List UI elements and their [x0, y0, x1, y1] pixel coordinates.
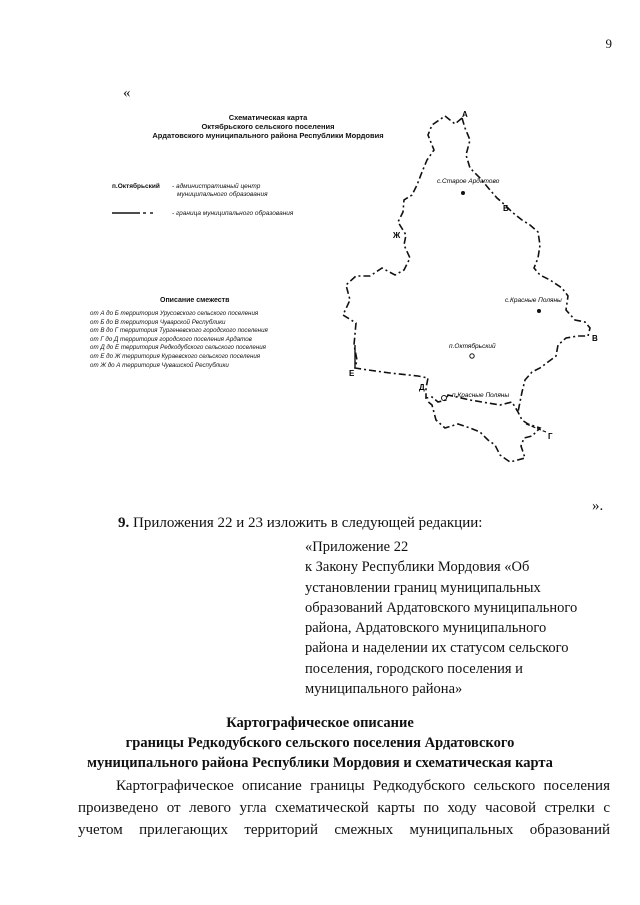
appendix-line: установлении границ муниципальных	[305, 579, 541, 596]
heading-line: границы Редкодубского сельского поселения Ардатовского	[125, 735, 515, 751]
boundary-line	[462, 118, 590, 412]
heading-line: муниципального района Республики Мордовия и схематическая карта	[87, 755, 553, 771]
map-point-label: Б	[503, 204, 509, 213]
heading-line: Картографическое описание	[226, 715, 414, 731]
legend-admin-symbol: п.Октябрьский	[112, 183, 160, 190]
settlement-label: с.Старое Ардатово	[437, 178, 500, 185]
legend-border-text: - граница муниципального образования	[172, 210, 294, 217]
appendix-line: «Приложение 22	[305, 539, 409, 555]
paragraph-line: Картографическое описание границы Редкодубского сельского поселения	[116, 778, 610, 794]
map-title-line: Октябрьского сельского поселения	[201, 122, 335, 131]
map-point-label: Г	[548, 432, 553, 441]
adjacency-item: от Е до Ж территория Кураевского сельского поселения	[90, 352, 261, 360]
adjacency-item: от Б до В территория Чуварской Республики	[90, 318, 226, 326]
settlement-marker	[470, 354, 474, 358]
item-number: 9.	[118, 515, 130, 531]
appendix-line: поселения, городского поселения и	[305, 660, 523, 677]
settlement-label: п.Октябрьский	[449, 343, 496, 350]
settlement-label: п.Красные Поляны	[452, 392, 510, 399]
boundary-line	[526, 424, 546, 432]
section-heading	[0, 713, 640, 773]
body-paragraph	[78, 775, 610, 841]
appendix-line: муниципального района»	[305, 681, 463, 698]
adjacency-item: от А до Б территория Урусовского сельского поселения	[90, 310, 259, 317]
closing-quote: ».	[592, 498, 604, 514]
appendix-line: района, Ардатовского муниципального	[305, 620, 547, 637]
adjacency-item: от В до Г территория Тургеневского городского поселения	[90, 327, 268, 335]
page-number: 9	[605, 36, 612, 51]
appendix-line: к Закону Республики Мордовия «Об	[305, 559, 530, 576]
opening-quote: «	[123, 85, 131, 101]
adjacency-title: Описание смежеств	[160, 297, 230, 304]
appendix-line: образований Ардатовского муниципального	[305, 599, 578, 616]
adjacency-item: от Д до Е территория Редкодубского сельского поселения	[90, 344, 266, 352]
paragraph-line: произведено от левого угла схематической карты по ходу часовой стрелки с	[78, 800, 610, 816]
settlement-marker	[461, 191, 465, 195]
settlement-marker	[537, 309, 541, 313]
appendix-reference	[305, 537, 605, 699]
legend-admin-text: - административный центр муниципального образования	[172, 183, 268, 198]
map-point-label: А	[462, 110, 468, 119]
map-title-line: Схематическая карта	[228, 113, 308, 122]
appendix-line: района и наделении их статусом сельского	[305, 640, 569, 657]
map-point-label: В	[592, 334, 598, 343]
adjacency-item: от Ж до А территория Чувашской Республики	[90, 361, 229, 369]
map-title-line: Ардатовского муниципального района Республики Мордовия	[152, 131, 384, 140]
adjacency-item: от Г до Д территория городского поселения Ардатов	[90, 335, 252, 343]
map-point-label: Д	[419, 383, 425, 392]
map-point-label: Ж	[393, 231, 401, 240]
settlement-label: с.Красные Поляны	[505, 297, 562, 304]
paragraph-line: учетом прилегающих территорий смежных муниципальных образований	[78, 822, 610, 838]
item-9	[118, 515, 482, 532]
item-text: Приложения 22 и 23 изложить в следующей редакции:	[129, 515, 483, 531]
boundary-line	[343, 116, 540, 462]
map-point-label: Е	[349, 369, 355, 378]
